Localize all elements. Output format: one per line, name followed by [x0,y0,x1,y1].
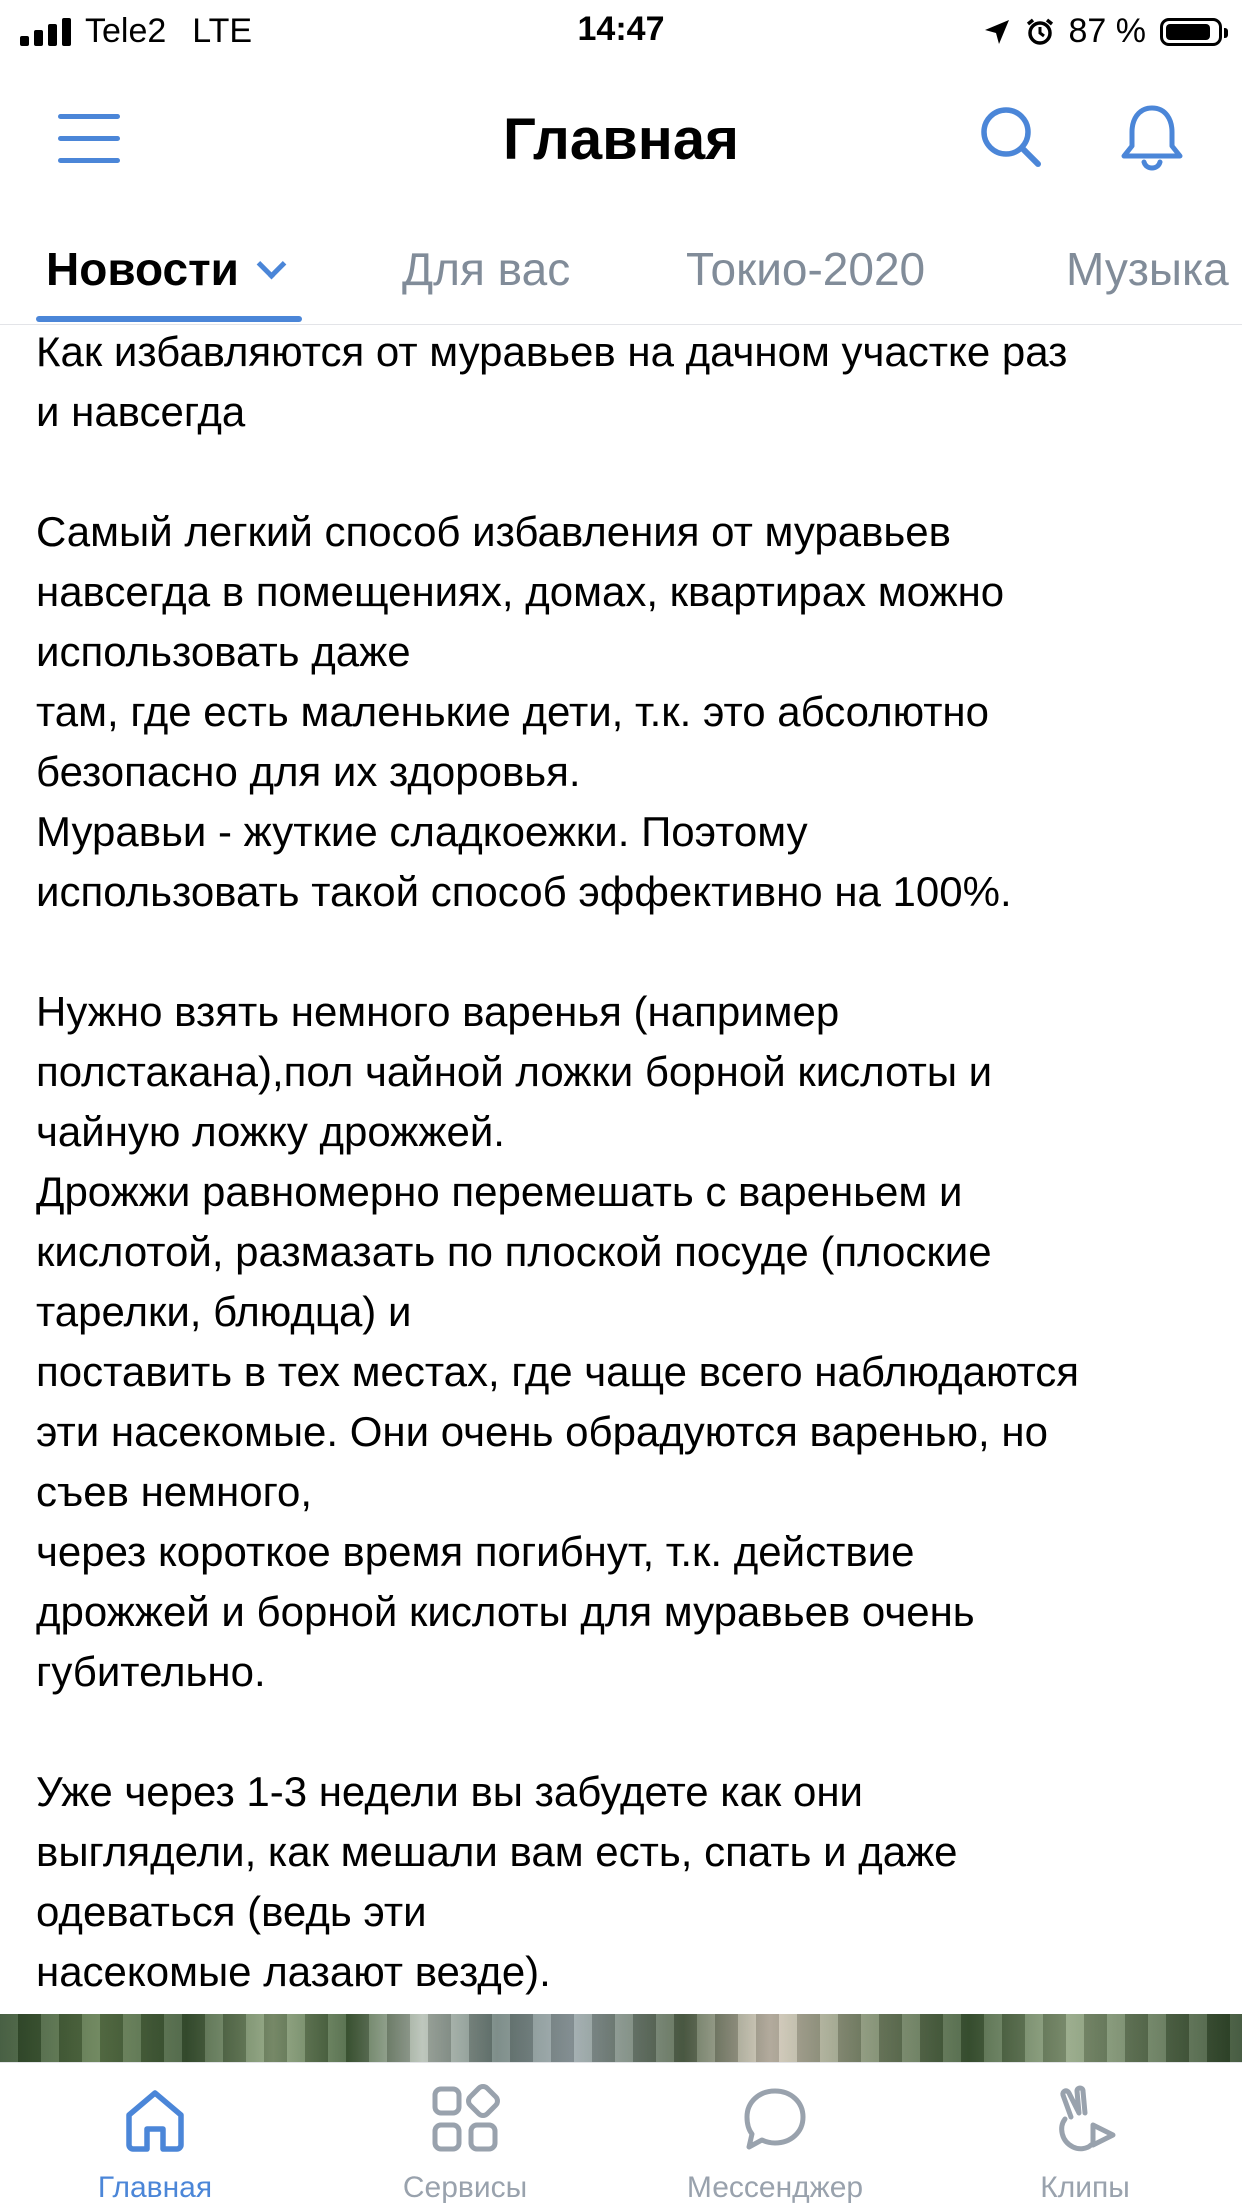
bottom-nav [0,2062,1242,2209]
nav-services[interactable] [310,2063,620,2209]
tab-label: Новости [46,243,239,295]
services-icon [429,2083,501,2155]
tab-for-you[interactable]: Для вас [402,243,571,295]
search-icon[interactable] [978,104,1044,170]
status-time: 14:47 [577,10,665,48]
battery-icon [1160,18,1222,46]
tab-tokyo-2020[interactable]: Токио-2020 [686,243,926,295]
messenger-icon [739,2083,811,2155]
battery-percent: 87 % [1068,12,1146,50]
status-right [983,12,1223,51]
carrier-name: Tele2 [85,12,167,50]
page-title: Главная [503,107,739,172]
nav-label: Сервисы [402,2171,528,2204]
location-arrow-icon [983,18,1011,46]
network-type: LTE [192,12,253,50]
tab-music[interactable]: Музыка [1066,243,1229,295]
bell-icon[interactable] [1118,102,1186,174]
post-paragraph: Как избавляются от муравьев на дачном участке раз и навсегда [36,328,1068,435]
clips-icon [1049,2083,1121,2155]
home-icon [119,2083,191,2155]
post-paragraph: Уже через 1-3 недели вы забудете как они выглядели, как мешали вам есть, спать и даже одеваться (ведь эти насекомые лазают везде). [36,1768,958,1995]
alarm-icon [1025,17,1055,47]
post-text [36,322,1206,2002]
nav-home[interactable] [0,2063,310,2209]
tab-news[interactable] [46,242,282,296]
post-photo[interactable] [0,2014,1242,2062]
nav-clips[interactable] [930,2063,1240,2209]
nav-label: Главная [97,2171,213,2204]
feed-tabs [0,228,1242,325]
top-header [0,62,1242,212]
status-bar [0,0,1242,62]
nav-label: Клипы [1040,2171,1130,2204]
chevron-down-icon[interactable] [257,250,287,280]
post-paragraph: Самый легкий способ избавления от муравьев навсегда в помещениях, домах, квартирах можно использовать даже там, где есть маленькие дети, т.к. это абсолютно безопасно для их здоровья. Муравьи - жуткие сладкоежки. Поэтому использовать такой способ эффективно на 100%. [36,508,1012,915]
nav-messenger[interactable] [620,2063,930,2209]
nav-label: Мессенджер [686,2171,864,2204]
post-paragraph: Нужно взять немного варенья (например полстакана),пол чайной ложки борной кислоты и чайную ложку дрожжей. Дрожжи равномерно перемешать с вареньем и кислотой, размазать по плоской посуде (плоские тарелки, блюдца) и поставить в тех местах, где чаще всего наблюдаются эти насекомые. Они очень обрадуются варенью, но съев немного, через короткое время погибнут, т.к. действие дрожжей и борной кислоты для муравьев очень губительно. [36,988,1080,1695]
